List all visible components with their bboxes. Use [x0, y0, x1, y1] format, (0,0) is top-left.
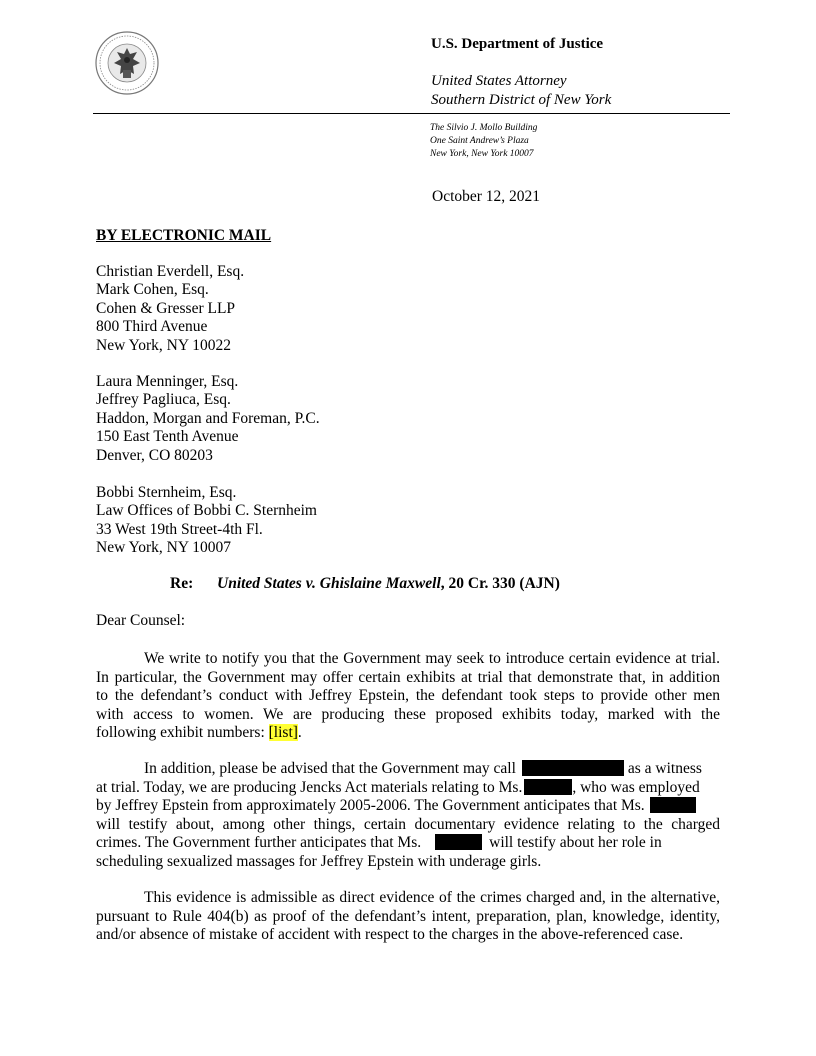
recipient-line: Denver, CO 80203 [96, 446, 213, 464]
recipient-line: Mark Cohen, Esq. [96, 281, 209, 299]
paragraph-line [96, 760, 720, 779]
redaction-bar [650, 797, 696, 813]
recipient-line: Cohen & Gresser LLP [96, 299, 236, 317]
case-number: , 20 Cr. 330 (AJN) [440, 575, 560, 592]
recipient-line: 33 West 19th Street-4th Fl. [96, 520, 263, 538]
paragraph-line [96, 779, 720, 798]
text-run: In addition, please be advised that the Government may call [144, 760, 516, 777]
redaction-bar [435, 834, 482, 850]
paragraph-line: will testify about, among other things, certain documentary evidence relating to the charged [96, 815, 720, 833]
letterhead-department: U.S. Department of Justice [431, 36, 604, 52]
recipient-line: Haddon, Morgan and Foreman, P.C. [96, 409, 320, 427]
text-run: , who was employed [572, 778, 700, 796]
letterhead-address-line: New York, New York 10007 [430, 149, 534, 159]
recipient-line: Law Offices of Bobbi C. Sternheim [96, 502, 317, 520]
text-run: following exhibit numbers: [96, 724, 269, 741]
recipient-block [96, 263, 244, 355]
paragraph-line: and/or absence of mistake of accident with respect to the charges in the above-referenced case. [96, 926, 684, 943]
letterhead-address-line: The Silvio J. Mollo Building [430, 123, 538, 133]
text-run: as a witness [627, 760, 702, 777]
recipient-line: Bobbi Sternheim, Esq. [96, 484, 237, 501]
doj-seal-logo [94, 30, 160, 96]
letterhead-divider [93, 113, 730, 114]
delivery-method: BY ELECTRONIC MAIL [96, 227, 272, 244]
letterhead-address-line: One Saint Andrew’s Plaza [430, 136, 529, 146]
recipient-block [96, 373, 320, 465]
paragraph-line: with access to women. We are producing these proposed exhibits today, marked with the [96, 705, 720, 723]
text-run: . [297, 724, 302, 741]
body-paragraph [96, 760, 720, 871]
redaction-bar [524, 779, 572, 795]
highlighted-placeholder: [list] [268, 724, 298, 741]
letterhead-district: Southern District of New York [431, 92, 612, 108]
paragraph-line [96, 724, 720, 743]
recipient-line: 150 East Tenth Avenue [96, 428, 239, 446]
redaction-bar [522, 760, 624, 776]
text-run: by Jeffrey Epstein from approximately 2005-2006. The Government anticipates that Ms. [96, 797, 645, 814]
text-run: This evidence is admissible as direct evidence of the crimes charged and, in the alternative, [144, 889, 720, 906]
recipient-line: Jeffrey Pagliuca, Esq. [96, 391, 231, 409]
paragraph-line: scheduling sexualized massages for Jeffrey Epstein with underage girls. [96, 852, 542, 870]
text-run: We write to notify you that the Government may seek to introduce certain evidence at trial. [144, 650, 720, 667]
paragraph-line: to the defendant’s conduct with Jeffrey Epstein, the defendant took steps to provide other men [96, 687, 720, 704]
recipient-line: Laura Menninger, Esq. [96, 373, 239, 390]
paragraph-line [96, 889, 720, 908]
paragraph-line: In particular, the Government may offer certain exhibits at trial that demonstrate that, in addition [96, 668, 720, 686]
paragraph-line [96, 834, 720, 853]
recipient-line: New York, NY 10007 [96, 539, 232, 557]
re-line [170, 575, 560, 593]
recipient-line: New York, NY 10022 [96, 336, 232, 354]
salutation: Dear Counsel: [96, 612, 186, 629]
body-paragraph [96, 650, 720, 743]
recipient-block [96, 484, 317, 558]
letterhead-office: United States Attorney [431, 73, 567, 89]
text-run: at trial. Today, we are producing Jencks Act materials relating to Ms. [96, 778, 523, 796]
body-paragraph [96, 889, 720, 945]
text-run: crimes. The Government further anticipates that Ms. [96, 834, 422, 851]
paragraph-line: pursuant to Rule 404(b) as proof of the defendant’s intent, preparation, plan, knowledge, identity, [96, 907, 720, 925]
paragraph-line [96, 797, 720, 816]
case-name: United States v. Ghislaine Maxwell [217, 575, 441, 592]
recipient-line: Christian Everdell, Esq. [96, 263, 245, 280]
paragraph-line [96, 650, 720, 669]
re-label: Re: [170, 575, 194, 592]
recipient-line: 800 Third Avenue [96, 318, 208, 336]
letter-date: October 12, 2021 [432, 188, 541, 205]
text-run: will testify about her role in [489, 834, 662, 851]
